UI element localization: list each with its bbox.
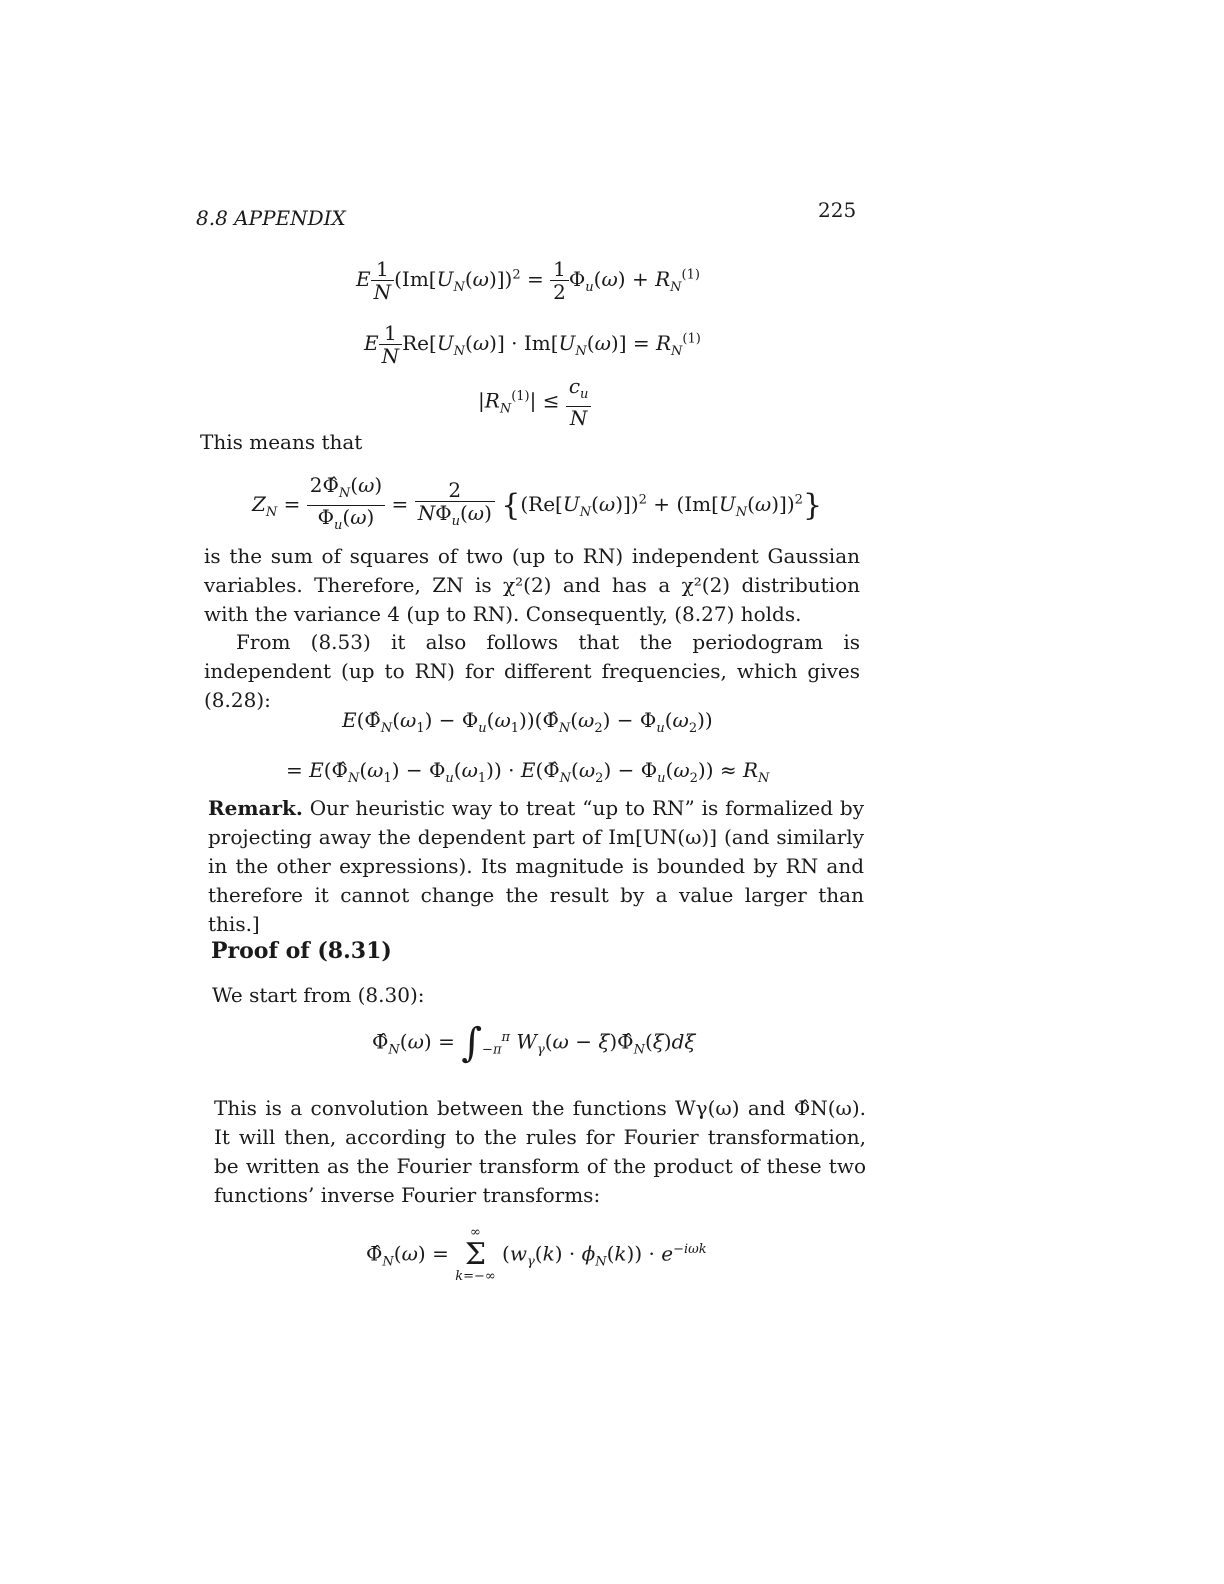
equation-expectation-product: $E(\Phî_N(\omega_1)$ − $\Phi_u(\omega_1))(\Phî_N(\omega_2) - \Phi_u(\omega_2))$ — [342, 708, 713, 736]
text-this-means: This means that — [200, 430, 363, 454]
paragraph-sum-squares — [204, 542, 860, 629]
paragraph-convolution-text: This is a convolution between the functions Wγ(ω) and Φ̂N(ω). It will then, according to the rules for Fourier transformation, be written as the Fourier transform of the product of these two functions’ inverse Fourier transforms: — [214, 1096, 866, 1207]
paragraph-from — [204, 628, 860, 715]
remark-body: Our heuristic way to treat “up to RN” is formalized by projecting away the dependent part of Im[UN(ω)] (and similarly in the other expressions). Its magnitude is bounded by RN and therefore it cannot change the result by a value larger than this.] — [208, 796, 865, 936]
remark-label: Remark. — [208, 796, 303, 820]
paragraph-remark — [208, 794, 864, 939]
paragraph-sum-squares-text: is the sum of squares of two (up to RN) independent Gaussian variables. Therefore, ZN is χ²(2) and has a χ²(2) distribution with the variance 4 (up to RN). Consequently, (8.27) holds. — [204, 544, 860, 626]
equation-re-im-product: E $\frac{1}{N}$ $Re[U_N(\omega)] \cdot Im[U_N(\omega)] = R_N^{(1)}$ — [364, 321, 701, 368]
text-we-start: We start from (8.30): — [212, 983, 425, 1007]
equation-convolution-integral: $\Phî_N(\omega) = \int_{-\pi}^\pi$ $W_\gamma(\omega$ − $\xi)\Phî_N(\xi)d\xi$ — [372, 1020, 696, 1066]
equation-im-squared: E $\frac{1}{N}$ $(Im[U_N(\omega)])^2$ = $\frac{1}{2}$ $\Phi_u(\omega) + R_N^{(1)}$ — [356, 257, 700, 304]
paragraph-from-text: From (8.53) it also follows that the periodogram is independent (up to RN) for different frequencies, which gives (8.28): — [204, 630, 860, 712]
running-head: 8.8 APPENDIX — [196, 206, 346, 230]
page-number: 225 — [818, 198, 857, 222]
section-heading-proof: Proof of (8.31) — [211, 938, 392, 964]
paragraph-convolution — [214, 1094, 866, 1210]
equation-zn: $Z_N$ = $\frac{2\Phî_N(\omega)}{\Phi_u(\omega)}$ = $\frac{2}{N\Phi_u(\omega)}$ $\{(Re[U_N(\omega)])^2 + (Im[U_N(\omega)])^2\}$ — [252, 473, 823, 533]
equation-bound: $|R_N^{(1)}|$ ≤ $\frac{c_u}{N}$ — [478, 375, 591, 429]
equation-expectation-factorized: = $E(\Phî_N(\omega_1) - \Phi_u(\omega_1))$ · $E(\Phî_N(\omega_2) - \Phi_u(\omega_2)) \approx R_N$ — [286, 758, 770, 786]
equation-fourier-sum: $\Phî_N(\omega)$ = ∞ Σ k=−∞ $(w_\gamma(k) \cdot \phi_N(k)) \cdot e^{-i\omega k}$ — [366, 1225, 707, 1284]
